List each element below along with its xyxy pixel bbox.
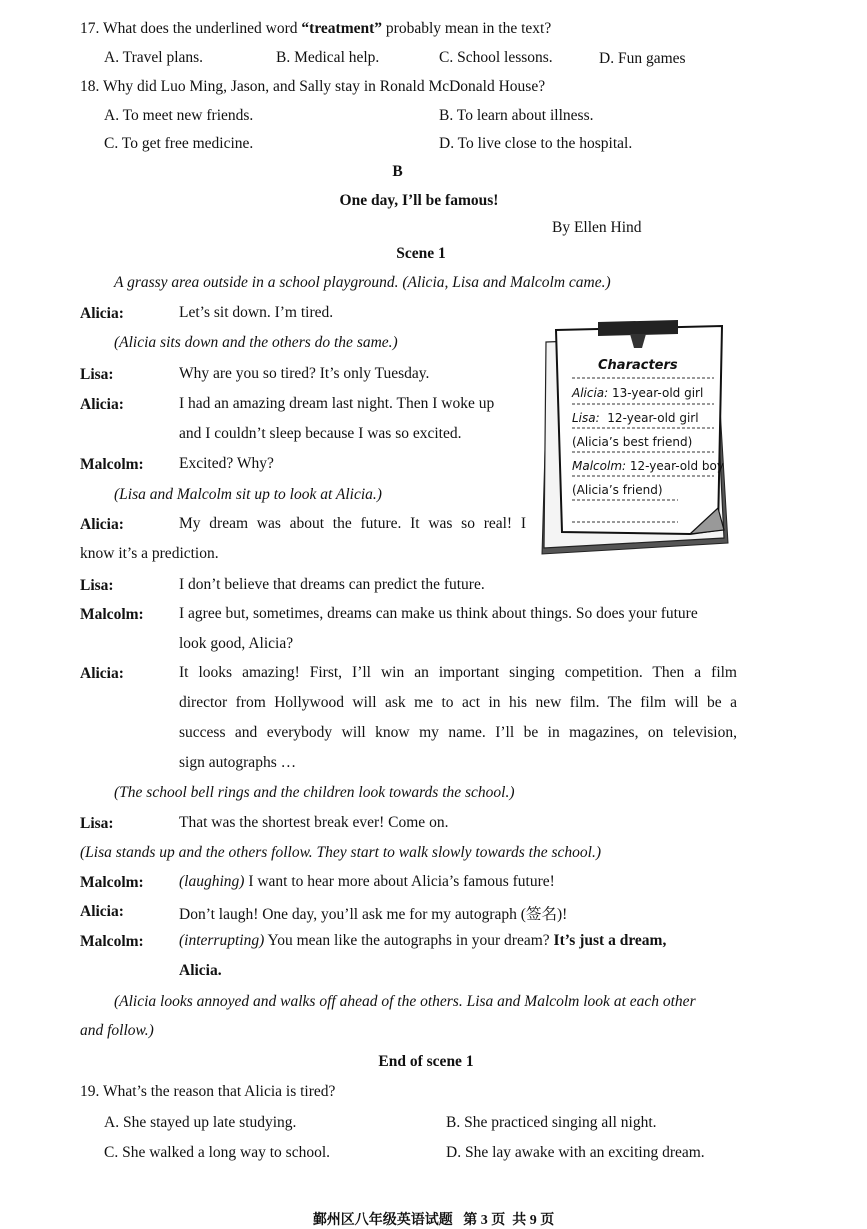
characters-note xyxy=(538,318,734,560)
dialogue-line xyxy=(179,873,555,891)
speaker-alicia: Alicia: xyxy=(80,903,124,920)
question-19: 19. What’s the reason that Alicia is tired? xyxy=(80,1083,336,1100)
speaker-alicia: Alicia: xyxy=(80,305,124,322)
dialogue-line: sign autographs … xyxy=(179,754,297,771)
page-footer: 鄞州区八年级英语试题 第 3 页 共 9 页 xyxy=(312,1213,555,1228)
characters-heading: Characters xyxy=(598,358,678,373)
dialogue-line: I had an amazing dream last night. Then I woke up xyxy=(179,395,495,412)
dialogue-line: That was the shortest break ever! Come on. xyxy=(179,814,449,831)
speaker-alicia: Alicia: xyxy=(80,396,124,413)
question-17-post: probably mean in the text? xyxy=(382,20,552,37)
character-desc: 12-year-old boy xyxy=(626,459,724,473)
question-18: 18. Why did Luo Ming, Jason, and Sally stay in Ronald McDonald House? xyxy=(80,78,546,95)
scene-heading: Scene 1 xyxy=(396,245,446,262)
speaker-malcolm: Malcolm: xyxy=(80,606,144,623)
q18-option-c[interactable]: C. To get free medicine. xyxy=(104,135,254,152)
speaker-malcolm: Malcolm: xyxy=(80,933,144,950)
character-lisa xyxy=(572,411,699,425)
q17-option-b[interactable]: B. Medical help. xyxy=(276,49,380,66)
character-desc: 13-year-old girl xyxy=(608,386,704,400)
dialogue-line: My dream was about the future. It was so real! I xyxy=(179,515,526,532)
speaker-malcolm: Malcolm: xyxy=(80,456,144,473)
dialogue-line: I don’t believe that dreams can predict the future. xyxy=(179,576,485,593)
character-note: (Alicia’s friend) xyxy=(572,483,663,497)
dialogue-text: You mean like the autographs in your dream? xyxy=(264,932,554,949)
dialogue-text: I want to hear more about Alicia’s famous future! xyxy=(244,873,555,890)
dialogue-line: I agree but, sometimes, dreams can make us think about things. So does your future xyxy=(179,605,698,622)
question-17 xyxy=(80,20,551,38)
character-malcolm xyxy=(572,459,724,473)
stage-direction: (Lisa and Malcolm sit up to look at Alicia.) xyxy=(114,486,382,503)
dialogue-line: director from Hollywood will ask me to act in his new film. The film will be a xyxy=(179,694,737,711)
stage-direction: and follow.) xyxy=(80,1022,154,1039)
speaker-lisa: Lisa: xyxy=(80,366,114,383)
q17-option-c[interactable]: C. School lessons. xyxy=(439,49,553,66)
dialogue-line: Let’s sit down. I’m tired. xyxy=(179,304,334,321)
character-desc: 12-year-old girl xyxy=(599,411,699,425)
q17-option-a[interactable]: A. Travel plans. xyxy=(104,49,204,66)
play-author: By Ellen Hind xyxy=(552,219,642,236)
dialogue-line: Excited? Why? xyxy=(179,455,274,472)
q18-option-b[interactable]: B. To learn about illness. xyxy=(439,107,594,124)
q17-option-d[interactable]: D. Fun games xyxy=(599,50,686,67)
q18-option-a[interactable]: A. To meet new friends. xyxy=(104,107,254,124)
character-name: Lisa: xyxy=(572,411,600,425)
scene-setting: A grassy area outside in a school playground. (Alicia, Lisa and Malcolm came.) xyxy=(114,274,611,291)
play-title: One day, I’ll be famous! xyxy=(339,192,499,209)
q19-option-c[interactable]: C. She walked a long way to school. xyxy=(104,1144,331,1161)
dialogue-line: success and everybody will know my name. I’ll be in magazines, on television, xyxy=(179,724,737,741)
stage-cue: (interrupting) xyxy=(179,932,265,949)
q19-option-b[interactable]: B. She practiced singing all night. xyxy=(446,1114,657,1131)
dialogue-line: It looks amazing! First, I’ll win an important singing competition. Then a film xyxy=(179,664,737,681)
speaker-malcolm: Malcolm: xyxy=(80,874,144,891)
dialogue-line: Don’t laugh! One day, you’ll ask me for my autograph (签名)! xyxy=(179,906,568,923)
stage-direction: (The school bell rings and the children look towards the school.) xyxy=(114,784,515,801)
character-note: (Alicia’s best friend) xyxy=(572,435,693,449)
character-name: Alicia: xyxy=(572,386,609,400)
character-name: Malcolm: xyxy=(572,459,627,473)
scene-end: End of scene 1 xyxy=(378,1053,474,1070)
speaker-lisa: Lisa: xyxy=(80,815,114,832)
stage-cue: (laughing) xyxy=(179,873,245,890)
dialogue-line: and I couldn’t sleep because I was so excited. xyxy=(179,425,462,442)
question-17-keyword: “treatment” xyxy=(301,20,383,37)
dialogue-line: know it’s a prediction. xyxy=(80,545,219,562)
section-label: B xyxy=(392,163,403,180)
stage-direction: (Lisa stands up and the others follow. They start to walk slowly towards the school.) xyxy=(80,844,601,861)
stage-direction: (Alicia looks annoyed and walks off ahead of the others. Lisa and Malcolm look at each other xyxy=(114,993,696,1010)
q19-option-a[interactable]: A. She stayed up late studying. xyxy=(104,1114,297,1131)
speaker-alicia: Alicia: xyxy=(80,516,124,533)
emphasis-text: It’s just a dream, xyxy=(553,932,667,949)
character-alicia xyxy=(572,386,703,400)
q18-option-d[interactable]: D. To live close to the hospital. xyxy=(439,135,633,152)
dialogue-line: Alicia. xyxy=(179,962,222,979)
dialogue-line: Why are you so tired? It’s only Tuesday. xyxy=(179,365,430,382)
q19-option-d[interactable]: D. She lay awake with an exciting dream. xyxy=(446,1144,705,1161)
speaker-alicia: Alicia: xyxy=(80,665,124,682)
dialogue-line xyxy=(179,932,666,950)
dialogue-line: look good, Alicia? xyxy=(179,635,294,652)
speaker-lisa: Lisa: xyxy=(80,577,114,594)
stage-direction: (Alicia sits down and the others do the same.) xyxy=(114,334,398,351)
question-17-pre: 17. What does the underlined word xyxy=(80,20,302,37)
